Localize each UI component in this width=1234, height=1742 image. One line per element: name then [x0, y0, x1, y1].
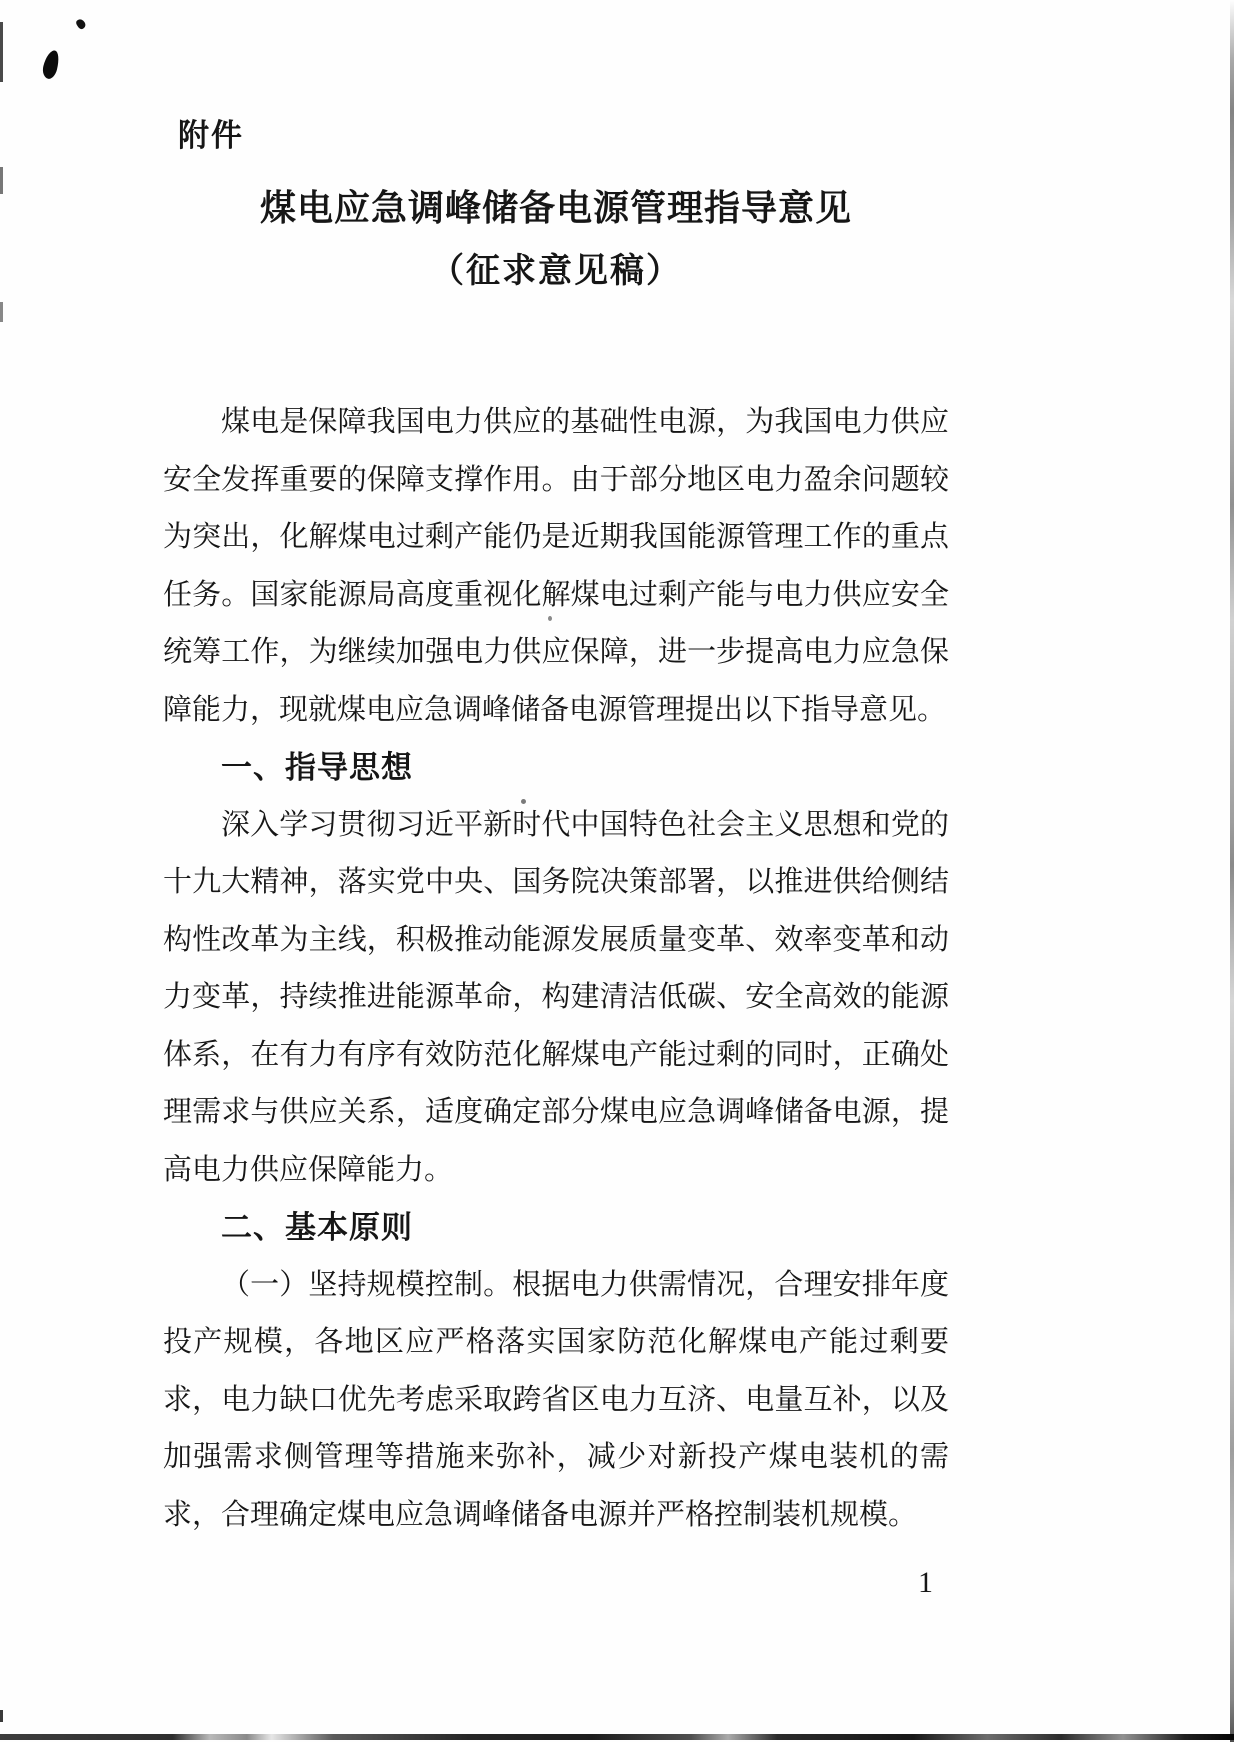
left-edge-scan-marks [0, 22, 3, 1722]
page-number: 1 [918, 1566, 933, 1599]
attachment-label: 附件 [178, 118, 244, 153]
document-body [163, 394, 949, 1544]
paragraph-guiding-ideology: 深入学习贯彻习近平新时代中国特色社会主义思想和党的十九大精神，落实党中央、国务院决策部署，以推进供给侧结构性改革为主线，积极推动能源发展质量变革、效率变革和动力变革，持续推进能源革命，构建清洁低碳、安全高效的能源体系，在有力有序有效防范化解煤电产能过剩的同时，正确处理需求与供应关系，适度确定部分煤电应急调峰储备电源，提高电力供应保障能力。 [163, 808, 949, 1186]
bottom-edge-scan-line [0, 1734, 1234, 1740]
right-edge-scan-line [1230, 0, 1234, 1742]
document-subtitle: （征求意见稿） [430, 252, 682, 290]
section-heading-2: 二、基本原则 [221, 1210, 413, 1245]
ink-blob-artifact [41, 49, 62, 81]
document-title: 煤电应急调峰储备电源管理指导意见 [259, 187, 852, 228]
section-heading-1: 一、指导思想 [221, 750, 413, 785]
paragraph-basic-principle-1: （一）坚持规模控制。根据电力供需情况，合理安排年度投产规模，各地区应严格落实国家防范化解煤电产能过剩要求，电力缺口优先考虑采取跨省区电力互济、电量互补，以及加强需求侧管理等措施来弥补，减少对新投产煤电装机的需求，合理确定煤电应急调峰储备电源并严格控制装机规模。 [163, 1268, 949, 1531]
ink-speck-artifact [75, 18, 87, 31]
paragraph-intro: 煤电是保障我国电力供应的基础性电源，为我国电力供应安全发挥重要的保障支撑作用。由于部分地区电力盈余问题较为突出，化解煤电过剩产能仍是近期我国能源管理工作的重点任务。国家能源局高度重视化解煤电过剩产能与电力供应安全统筹工作，为继续加强电力供应保障，进一步提高电力应急保障能力，现就煤电应急调峰储备电源管理提出以下指导意见。 [163, 406, 949, 726]
